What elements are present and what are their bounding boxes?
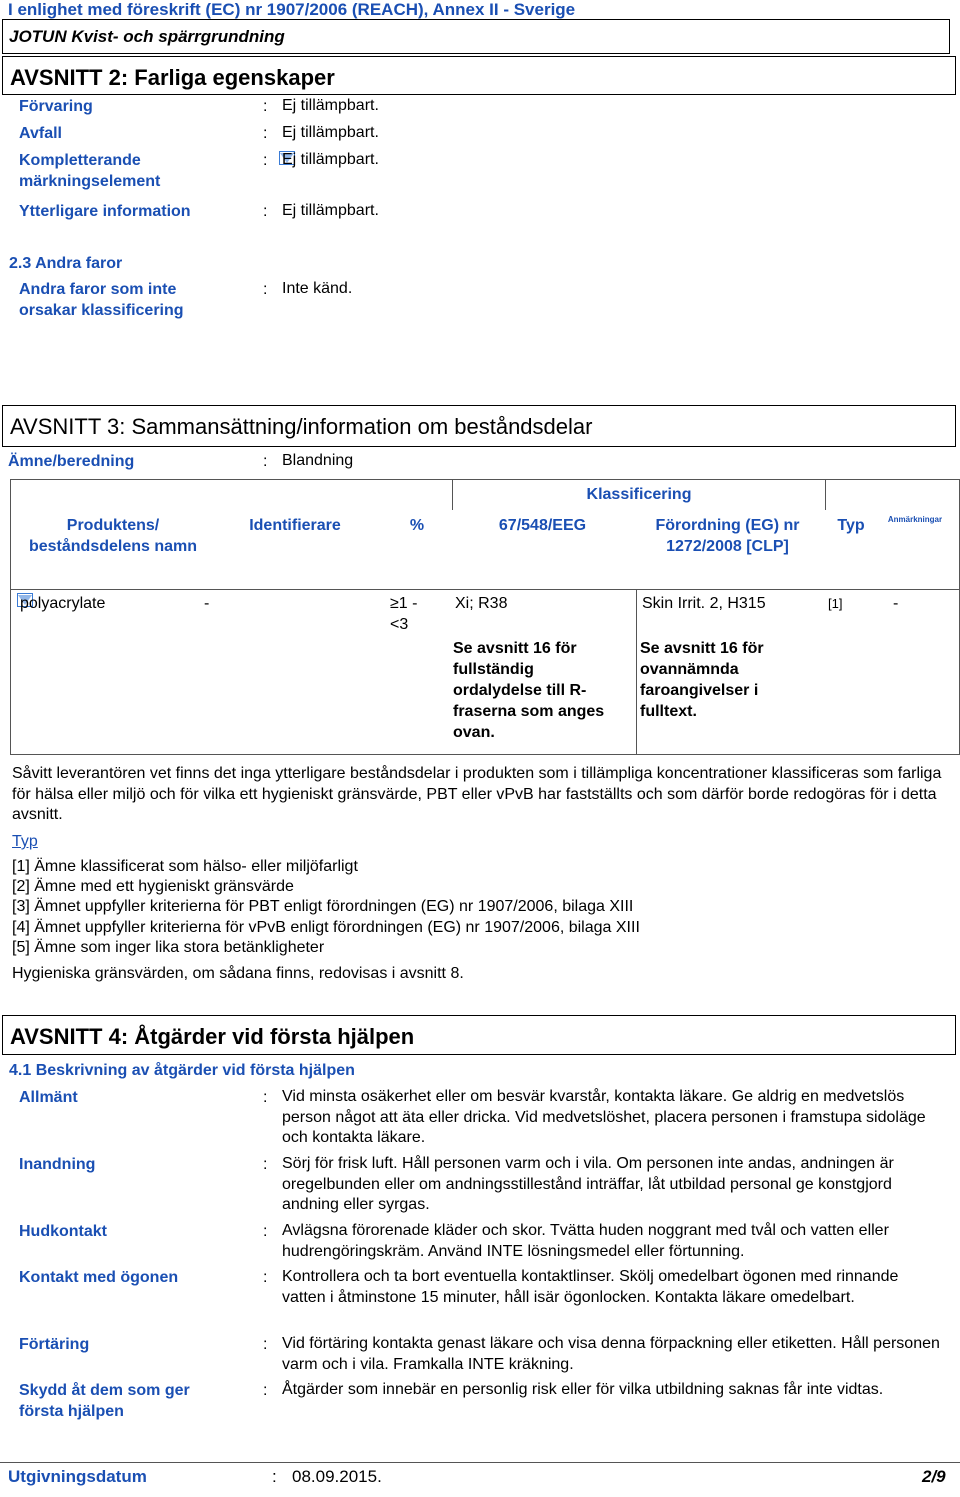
colon: : bbox=[263, 125, 268, 142]
cell-percent: ≥1 - <3 bbox=[390, 595, 418, 633]
value-kontakt-ogonen: Kontrollera och ta bort eventuella kontaktlinser. Skölj omedelbart ögonen med rinnande vatten i åtminstone 15 minuter, håll isär ögonlocken. Kontakta läkare omedelbart. bbox=[282, 1268, 899, 1306]
cell-class-clp: Skin Irrit. 2, H315 bbox=[642, 595, 766, 612]
product-name-box bbox=[2, 19, 950, 54]
typ-legend-list bbox=[12, 857, 640, 958]
th-typ: Typ bbox=[837, 517, 865, 534]
typ-item: [1] Ämne klassificerat som hälso- eller miljöfarligt bbox=[12, 858, 358, 875]
colon: : bbox=[263, 203, 268, 220]
section-4-title: AVSNITT 4: Åtgärder vid första hjälpen bbox=[10, 1024, 415, 1049]
label-inandning: Inandning bbox=[19, 1156, 96, 1173]
section-3-paragraph: Såvitt leverantören vet finns det inga ytterligare beståndsdelar i produkten som i tillämpliga koncentrationer klassificeras som farliga för hälsa eller miljö och för vilka ett hygieniskt gränsvärde, PBT eller vPvB har fastställts och som därför borde redogöras för i detta avsnitt. bbox=[12, 765, 942, 823]
cell-identifier: - bbox=[204, 595, 210, 612]
table-divider bbox=[825, 479, 826, 510]
value-avfall: Ej tillämpbart. bbox=[282, 124, 379, 141]
typ-heading: Typ bbox=[12, 833, 38, 850]
colon: : bbox=[263, 453, 268, 470]
value-skydd: Åtgärder som innebär en personlig risk eller för vilka utbildning saknas får inte vidtas. bbox=[282, 1381, 884, 1398]
value-hudkontakt: Avlägsna förorenade kläder och skor. Tvätta huden noggrant med tvål och vatten eller hudrengöringskräm. Använd INTE lösningsmedel eller förtunning. bbox=[282, 1222, 889, 1260]
colon: : bbox=[263, 1382, 268, 1399]
label-hudkontakt: Hudkontakt bbox=[19, 1223, 107, 1240]
value-ytterligare: Ej tillämpbart. bbox=[282, 202, 379, 219]
cell-note-clp: Se avsnitt 16 för ovannämnda faroangivelser i fulltext. bbox=[640, 640, 764, 720]
colon: : bbox=[263, 1223, 268, 1240]
footer-issue-date: 08.09.2015. bbox=[292, 1467, 382, 1486]
th-percent: % bbox=[409, 517, 425, 534]
colon: : bbox=[263, 1089, 268, 1106]
colon: : bbox=[263, 281, 268, 298]
hygiene-note: Hygieniska gränsvärden, om sådana finns, redovisas i avsnitt 8. bbox=[12, 965, 464, 982]
subsection-2-3-title: 2.3 Andra faror bbox=[9, 255, 123, 272]
value-andra-faror: Inte känd. bbox=[282, 280, 353, 297]
colon: : bbox=[263, 98, 268, 115]
value-fortaring: Vid förtäring kontakta genast läkare och visa denna förpackning eller etiketten. Håll personen varm och i vila. Framkalla INTE kräkning. bbox=[282, 1335, 940, 1373]
footer-issue-date-label: Utgivningsdatum bbox=[8, 1467, 147, 1486]
value-kompletterande: Ej tillämpbart. bbox=[282, 151, 379, 168]
typ-item: [5] Ämne som inger lika stora betänkligheter bbox=[12, 938, 325, 956]
colon: : bbox=[263, 1156, 268, 1173]
section-2-heading bbox=[2, 56, 956, 95]
label-andra-faror: Andra faror som inte orsakar klassificering bbox=[19, 281, 184, 319]
product-name: JOTUN Kvist- och spärrgrundning bbox=[9, 27, 285, 46]
cell-substance-name: polyacrylate bbox=[20, 595, 106, 612]
subsection-4-1-title: 4.1 Beskrivning av åtgärder vid första hjälpen bbox=[9, 1062, 355, 1079]
typ-item: [4] Ämnet uppfyller kriterierna för vPvB enligt förordningen (EG) nr 1907/2006, bilaga XIII bbox=[12, 918, 640, 936]
label-kompletterande: Kompletterande märkningselement bbox=[19, 152, 161, 190]
section-2-title: AVSNITT 2: Farliga egenskaper bbox=[10, 65, 335, 90]
cell-note-67548: Se avsnitt 16 för fullständig ordalydelse till R-fraserna som anges ovan. bbox=[453, 640, 605, 741]
table-divider bbox=[636, 590, 637, 755]
footer-divider bbox=[0, 1462, 960, 1463]
th-67-548-eeg: 67/548/EEG bbox=[498, 517, 587, 534]
label-kontakt-ogonen: Kontakt med ögonen bbox=[19, 1269, 179, 1286]
value-allmant: Vid minsta osäkerhet eller om besvär kvarstår, kontakta läkare. Ge aldrig en medvetslös person något att äta eller dricka. Vid medvetslöshet, placera personen i framstupa sidoläge och kontakta läkare. bbox=[282, 1088, 926, 1146]
colon: : bbox=[272, 1467, 277, 1486]
cell-typ: [1] bbox=[828, 596, 843, 611]
label-skydd: Skydd åt dem som ger första hjälpen bbox=[19, 1382, 190, 1420]
cell-class-67548: Xi; R38 bbox=[455, 595, 508, 612]
footer-page-number: 2/9 bbox=[922, 1467, 946, 1486]
th-identifierare: Identifierare bbox=[249, 517, 341, 534]
colon: : bbox=[263, 152, 268, 169]
section-3-title: AVSNITT 3: Sammansättning/information om beståndsdelar bbox=[10, 414, 593, 439]
label-forvaring: Förvaring bbox=[19, 98, 93, 115]
th-klassificering: Klassificering bbox=[586, 486, 692, 503]
table-header-separator bbox=[10, 589, 960, 590]
colon: : bbox=[263, 1336, 268, 1353]
cell-notes: - bbox=[893, 595, 899, 612]
section-3-heading bbox=[2, 405, 956, 447]
typ-item: [2] Ämne med ett hygieniskt gränsvärde bbox=[12, 878, 294, 896]
label-ytterligare: Ytterligare information bbox=[19, 203, 191, 220]
label-allmant: Allmänt bbox=[19, 1089, 78, 1106]
label-avfall: Avfall bbox=[19, 125, 62, 142]
section-4-heading bbox=[2, 1015, 956, 1055]
label-amne-beredning: Ämne/beredning bbox=[8, 453, 135, 470]
th-product-name: Produktens/ beståndsdelens namn bbox=[28, 517, 198, 555]
colon: : bbox=[263, 1269, 268, 1286]
value-inandning: Sörj för frisk luft. Håll personen varm och i vila. Om personen inte andas, andningen är oregelbunden eller om andningsstillestånd inträffar, låt utbildad personal ge konstgjord andning eller syrgas. bbox=[282, 1155, 894, 1213]
typ-item: [3] Ämnet uppfyller kriterierna för PBT enligt förordningen (EG) nr 1907/2006, bilaga XIII bbox=[12, 898, 634, 916]
th-anmarkningar: Anmärkningar bbox=[887, 515, 943, 524]
document-regulation-title: I enlighet med föreskrift (EC) nr 1907/2006 (REACH), Annex II - Sverige bbox=[8, 0, 576, 19]
th-clp: Förordning (EG) nr 1272/2008 [CLP] bbox=[655, 517, 800, 555]
label-fortaring: Förtäring bbox=[19, 1336, 90, 1353]
value-forvaring: Ej tillämpbart. bbox=[282, 97, 379, 114]
value-blandning: Blandning bbox=[282, 452, 354, 469]
